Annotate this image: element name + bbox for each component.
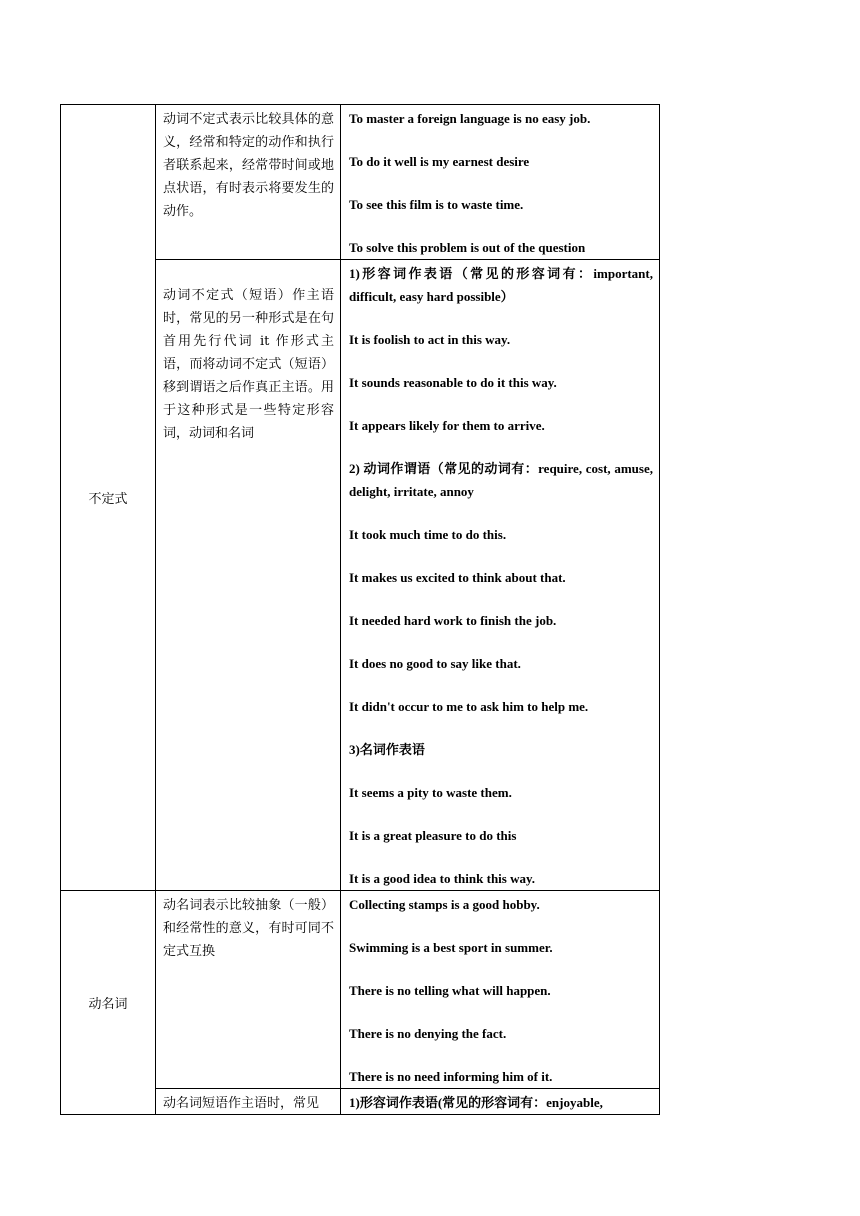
example-sentence: To solve this problem is out of the question bbox=[349, 240, 586, 255]
example-heading: 1)形容词作表语(常见的形容词有：enjoyable, bbox=[349, 1095, 603, 1110]
example-sentence: There is no need informing him of it. bbox=[349, 1069, 553, 1084]
description-text: 动词不定式表示比较具体的意义，经常和特定的动作和执行者联系起来，经常带时间或地点状语，有时表示将要发生的动作。 bbox=[163, 112, 334, 219]
example-sentence: It needed hard work to finish the job. bbox=[349, 613, 557, 628]
description-cell bbox=[156, 1089, 341, 1115]
example-list bbox=[341, 105, 659, 259]
example-sentence: To do it well is my earnest desire bbox=[349, 154, 530, 169]
example-sentence: It took much time to do this. bbox=[349, 527, 507, 542]
example-list bbox=[341, 260, 659, 890]
category-cell bbox=[61, 891, 156, 1115]
example-sentence: It appears likely for them to arrive. bbox=[349, 418, 545, 433]
example-sentence: It sounds reasonable to do it this way. bbox=[349, 375, 557, 390]
example-sentence: It is a great pleasure to do this bbox=[349, 828, 517, 843]
description-text: 动名词短语作主语时，常见 bbox=[163, 1096, 320, 1111]
examples-cell bbox=[341, 1089, 660, 1115]
examples-cell bbox=[341, 891, 660, 1089]
category-cell bbox=[61, 105, 156, 891]
description-cell bbox=[156, 105, 341, 260]
example-sentence: It makes us excited to think about that. bbox=[349, 570, 566, 585]
example-sentence: It is a good idea to think this way. bbox=[349, 871, 536, 886]
category-label: 不定式 bbox=[88, 492, 128, 507]
example-list bbox=[341, 1089, 659, 1114]
example-sentence: There is no telling what will happen. bbox=[349, 983, 551, 998]
table-row bbox=[61, 105, 660, 260]
example-sentence: It seems a pity to waste them. bbox=[349, 785, 512, 800]
table-row bbox=[61, 891, 660, 1089]
description-text: 动词不定式（短语）作主语时，常见的另一种形式是在句首用先行代词 it 作形式主语，而将动词不定式（短语）移到谓语之后作真正主语。用于这种形式是一些特定形容词，动词和名词 bbox=[163, 288, 334, 441]
examples-cell bbox=[341, 105, 660, 260]
example-heading: 2) 动词作谓语（常见的动词有：require, cost, amuse, delight, irritate, annoy bbox=[349, 461, 653, 499]
example-sentence: It is foolish to act in this way. bbox=[349, 332, 511, 347]
examples-cell bbox=[341, 260, 660, 891]
example-sentence: To master a foreign language is no easy job. bbox=[349, 111, 591, 126]
example-sentence: Collecting stamps is a good hobby. bbox=[349, 897, 540, 912]
example-sentence: It didn't occur to me to ask him to help me. bbox=[349, 699, 589, 714]
example-sentence: Swimming is a best sport in summer. bbox=[349, 940, 553, 955]
example-heading: 3)名词作表语 bbox=[349, 742, 425, 757]
description-cell bbox=[156, 891, 341, 1089]
example-sentence: There is no denying the fact. bbox=[349, 1026, 507, 1041]
example-sentence: It does no good to say like that. bbox=[349, 656, 521, 671]
category-label: 动名词 bbox=[88, 997, 128, 1012]
description-cell bbox=[156, 260, 341, 891]
example-list bbox=[341, 891, 659, 1088]
example-heading: 1)形容词作表语（常见的形容词有：important, difficult, easy hard possible） bbox=[349, 266, 653, 304]
example-sentence: To see this film is to waste time. bbox=[349, 197, 524, 212]
grammar-table bbox=[60, 104, 660, 1115]
description-text: 动名词表示比较抽象（一般）和经常性的意义，有时可同不定式互换 bbox=[163, 898, 334, 959]
